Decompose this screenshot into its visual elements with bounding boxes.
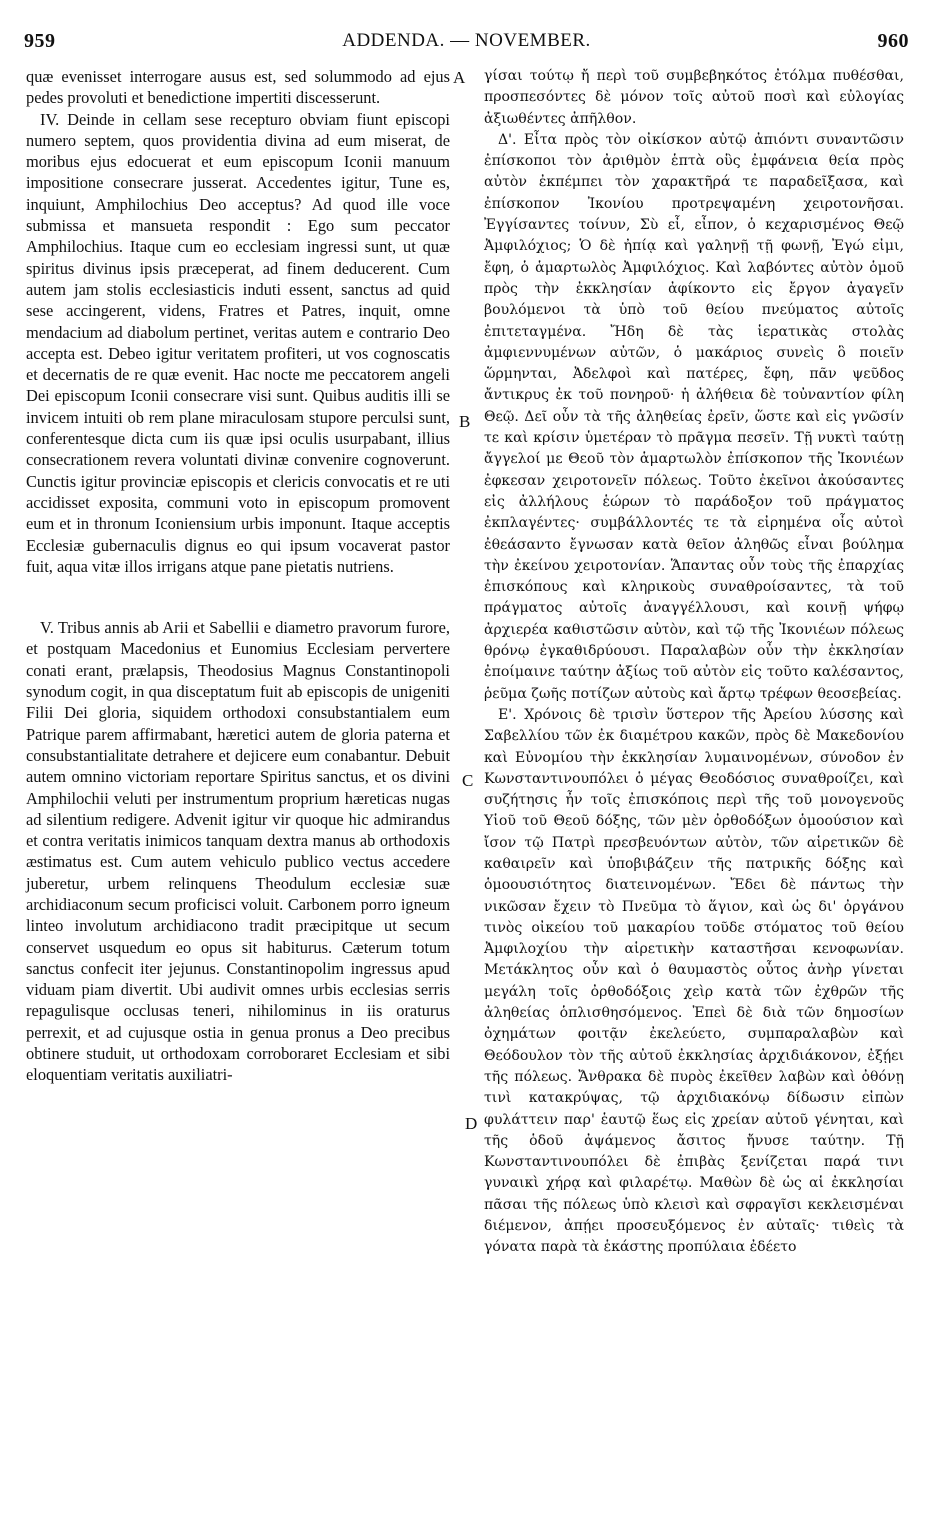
greek-paragraph-continued: γίσαι τούτῳ ἤ περὶ τοῦ συμβεβηκότος ἐτόλμα πυθέσθαι, προσπεσόντες δὲ μόνον τοῖς αὐτοῦ ποσὶ καὶ εὐλογίας ἀξιωθέντες ἀπῆλθον.	[484, 68, 904, 127]
section-marker-a: A	[453, 68, 466, 87]
section-marker-d: D	[465, 1114, 478, 1133]
greek-paragraph-epsilon: Ε'. Χρόνοις δὲ τρισὶν ὕστερον τῆς Ἀρείου λύσσης καὶ Σαβελλίου τῶν ἐκ διαμέτρου κακῶν, πρὸς δὲ Μακεδονίου καὶ Εὐνομίου τὴν ἐκκλησίαν λυμαινομένων, σύνοδον ἐν Κωνσταντινουπόλει ὁ μέγας Θεοδόσιος συναθροίζει, καὶ συζήτησις ἦν τοῖς ἐπισκόποις περὶ τῆς τοῦ μονογενοῦς Υἱοῦ τοῦ Θεοῦ δόξης, τῶν μὲν ὀρθοδόξων ὁμοούσιον καὶ ἴσον τῷ Πατρὶ πρεσβευόντων αὐτὸν, τῶν αἱρετικῶν δὲ καθαιρεῖν καὶ ὑποβιβάζειν τῆς πατρικῆς δόξης καὶ ὁμοουσιότητος διατεινομένων. Ἔδει δὲ πάντως τὴν νικῶσαν ἔχειν τὸ Πνεῦμα τὸ ἅγιον, καὶ ὡς δι' ὀργάνου τινὸς οἰκείου τοῦ μακαρίου τοῦδε στόματος τοῦ θείου Ἀμφιλοχίου τὴν αἱρετικὴν καταστῆσαι κενοφωνίαν. Μετάκλητος οὖν καὶ ὁ θαυμαστὸς οὗτος ἀνὴρ γίνεται μεγάλη τοῖς ὀρθοδόξοις χεὶρ κατὰ τῶν ἐχθρῶν τῆς ἀληθείας ὁπλισθησόμενος. Ἐπεὶ δὲ διὰ τῶν δημοσίων ὀχημάτων φοιτᾷν ἐκελεύετο, συμπαραλαβὼν καὶ Θεόδουλον τὸν τῆς αὐτοῦ ἐκκλησίας ἀρχιδιάκονον, ἐξῄει τῆς πόλεως. Ἄνθρακα δὲ πυρὸς ἐκεῖθεν λαβὼν καὶ ὀθόνῃ τινὶ κατακρύψας, τῷ ἀρχιδιακόνῳ δίδωσιν εἰπὼν φυλάττειν παρ' ἑαυτῷ ἕως εἰς χρείαν αὐτοῦ γένηται, καὶ τῆς ὁδοῦ ἀψάμενος ἄσιτος ἤνυσε ταύτην. Τῇ Κωνσταντινουπόλει δὲ ἐπιβὰς ξενίζεται παρά τινι γυναικὶ χήρᾳ καὶ φιλαρέτῳ. Μαθὼν δὲ ὡς αἱ ἐκκλησίαι πᾶσαι τῆς πόλεως ὑπὸ κλεισὶ καὶ σφραγῖσι κεκλεισμέναι διέμενον, ἀπῄει προσευξόμενος ἐν αὐταῖς· τιθεὶς τὰ γόνατα παρὰ τὰ ἑκάστης προπύλαια ἐδέετο	[484, 706, 904, 1256]
latin-paragraph-iv: IV. Deinde in cellam sese recepturo obviam fiunt episcopi numero septem, quos providentia divina ad eum miserat, de moribus ejus edocuerat et eum episcopum Iconii manuum impositione consecrare jusserat. Accedentes igitur, Tune es, inquiunt, Amphilochius Deo acceptus? Ad quod ille voce submissa et mansueta respondit : Ego sum peccator Amphilochius. Itaque cum eo ecclesiam ingressi sunt, ut quæ spiritus divinus ipsis præceperat, ad finem deducerent. Cum autem jam stolis ecclesiasticis induti essent, sanctus ad quid sese accingerent, videns, Fratres et Patres, inquit, omne mendacium ad diabolum pertinet, veritas autem e contrario Deo accepta est. Debeo igitur veritatem profiteri, ut vos cognoscatis et decernatis de re quæ evenit. Hac nocte me peccatorem angeli Dei episcopum Iconii consecrare visi sunt. Quibus auditis illi se invicem intuiti ob rem plane miraculosam stupore perculsi sunt, conferentesque dicta cum iis quæ ipsi oculis usurpabant, illius consecrationem revera voluntati divinæ convenire cognoverunt. Cunctis igitur provinciæ episcopis et clericis convocatis et re uti accidisset exposita, communi voto in episcopum promovent eum et in thronum Iconiensium urbis imponunt. Itaque acceptis Ecclesiæ gubernaculis dignus eo qui ipsum vocaverat pastor fuit, aqua vitæ illos irrigans atque pane pietatis nutriens.	[26, 109, 450, 576]
page-number-left: 959	[24, 30, 56, 52]
running-title: ADDENDA. — NOVEMBER.	[342, 30, 591, 51]
greek-paragraph-delta: Δ'. Εἶτα πρὸς τὸν οἰκίσκον αὐτῷ ἀπιόντι συναντῶσιν ἐπίσκοποι τὸν ἀριθμὸν ἑπτὰ οὓς ἐμφάνεια θεία πρὸς αὐτὸν ἐκπέμπει τὸν χαρακτῆρά τε παραδεῖξασα, καὶ ἐπίσκοπον Ἰκονίου προτρεψαμένη χειροτονῆσαι. Ἐγγίσαντες τοίνυν, Σὺ εἶ, εἶπον, ὁ κεχαρισμένος Θεῷ Ἀμφιλόχιος; Ὁ δὲ ἠπίᾳ καὶ γαληνῇ τῇ φωνῇ, Ἐγώ εἰμι, ἔφη, ὁ ἁμαρτωλὸς Ἀμφιλόχιος. Καὶ λαβόντες αὐτὸν ὁμοῦ πρὸς τὴν ἐκκλησίαν ἀφίκοντο εἰς ἔργον ἀγαγεῖν βουλόμενοι τὰ ὑπὸ τοῦ θείου πνεύματος αὐτοῖς ἐπιτεταγμένα. Ἤδη δὲ τὰς ἱερατικὰς στολὰς ἀμφιεννυμένων αὐτῶν, ὁ μακάριος συνεὶς ὃ ποιεῖν ὥρμηνται, Ἀδελφοὶ καὶ πατέρες, ἔφη, πᾶν ψεῦδος ἄντικρυς ἐκ τοῦ πονηροῦ· ἡ ἀλήθεια δὲ τοὐναντίον φίλη Θεῷ. Δεῖ οὖν τὰ τῆς ἀληθείας ἐρεῖν, ὥστε καὶ εἰς γνῶσίν τε καὶ κρίσιν ὑμετέραν τὸ πρᾶγμα πεσεῖν. Τῇ νυκτὶ ταύτῃ ἄγγελοί με Θεοῦ τὸν ἁμαρτωλὸν ἐπίσκοπον τῆς Ἰκονιέων ἐφκεσαν χειροτονεῖν πόλεως. Τοῦτο ἐκεῖνοι ἀκούσαντες εἰς ἀλλήλους ἑώρων τὸ παράδοξον τοῦ πράγματος ἐκπλαγέντες· συμβάλλοντές τε τὰ εἰρημένα οἷς αὐτοὶ ἐθεάσαντο ἔγνωσαν κατὰ θεῖον ἀληθῶς εἶναι βούλημα τὴν ἐκείνου χειροτονίαν. Ἅπαντας οὖν τοὺς τῆς ἐπαρχίας ἐπισκόπους καὶ κληρικοὺς συναθροίσαντες, τὰ τοῦ πράγματος αὐτοῖς ἀναγγέλλουσι, καὶ κοινῇ ψήφῳ ἀρχιερέα καθιστῶσιν αὐτὸν, καὶ τῷ τῆς Ἰκονιέων πόλεως θρόνῳ ἐγκαθιδρύουσι. Παραλαβὼν οὖν τὴν ἐκκλησίαν ἐποίμαινε ταύτην ἀξίως τοῦ αὐτὸν εἰς τοῦτο καλέσαντος, ῥεῦμα ζωῆς ποτίζων αὐτοὺς καὶ ἄρτῳ τρέφων θεοσεβείας.	[484, 131, 904, 702]
page-number-right: 960	[877, 30, 909, 52]
section-marker-c: C	[462, 771, 474, 790]
latin-paragraph-continued: quæ evenisset interrogare ausus est, sed solummodo ad ejus pedes provoluti et benedictione impertiti discesserunt.	[26, 67, 450, 108]
running-header	[24, 30, 909, 60]
greek-column	[484, 66, 904, 1259]
latin-paragraph-v: V. Tribus annis ab Arii et Sabellii e diametro pravorum furore, et postquam Macedonius et Eunomius Ecclesiam pervertere conati erant, prælapsis, Theodosius Magnus Constantinopoli synodum cogit, in qua disceptatum fuit ab episcopis de unigeniti Filii Dei gloria, siquidem orthodoxi consubstantialem eum Patrique parem affirmabant, hæretici autem de gloria paterna et consubstantialitate detrahere et dejicere eum conabantur. Debuit autem omnino victoriam reportare Spiritus sanctus, et os divini Amphilochii veluti per instrumentum proprium hæreticas nugas ad silentium redigere. Advenit igitur vir quoque hic admirandus et contra veritatis inimicos tanquam dextra manus ab orthodoxis æstimatus est. Cum autem vehiculo publico vectus accedere juberetur, urbem relinquens Theodulum ecclesiæ suæ archidiaconum secum proficisci voluit. Carbonem porro igneum linteo involutum archidiacono tradit præcipitque ut secum conservet usquedum eo opus sit habiturus. Cæterum totum sanctus confecit iter jejunus. Constantinopolim ingressus apud viduam piam divertit. Ubi audivit omnes urbis ecclesias serris repagulisque occlusas teneri, nihilominus in iis oraturus perrexit, et ad cujusque ostia in genua pronus a Deo precibus obtinere studuit, ut orthodoxam corroboraret Ecclesiam et sibi eloquentiam veritatis auxiliatri-	[26, 618, 450, 1085]
section-marker-b: B	[459, 412, 471, 431]
paragraph-gap	[26, 577, 450, 617]
latin-column	[26, 66, 450, 1086]
